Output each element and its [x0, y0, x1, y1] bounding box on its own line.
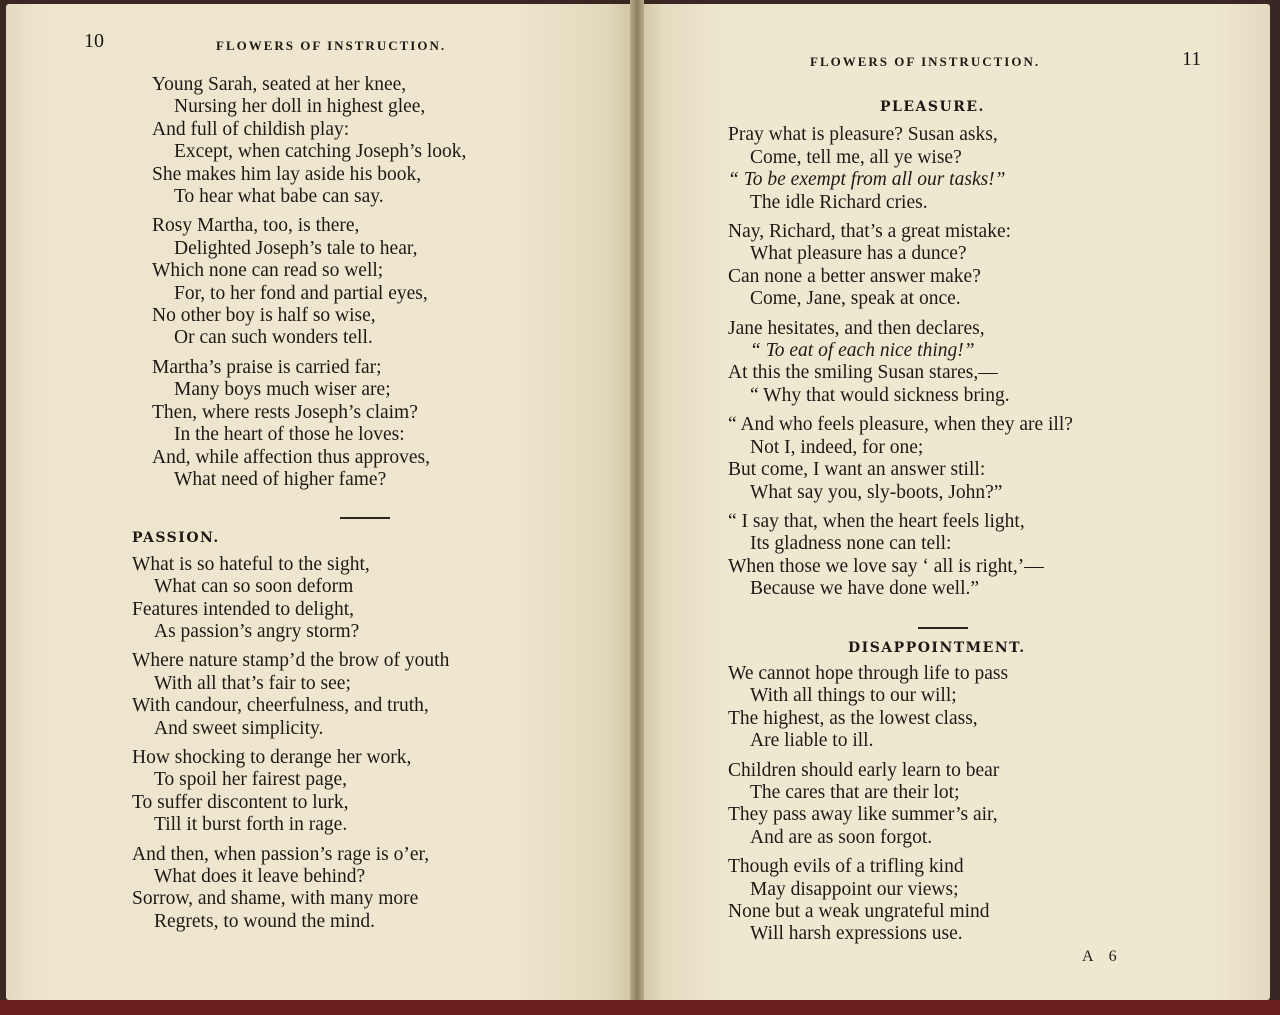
- gutter: [630, 0, 644, 1015]
- verse-line: What is so hateful to the sight,: [132, 553, 370, 575]
- verse-line: Will harsh expressions use.: [750, 923, 963, 945]
- verse-line: With candour, cheerfulness, and truth,: [132, 695, 429, 717]
- verse-line: With all things to our will;: [750, 685, 957, 707]
- poem-passion: [132, 554, 466, 934]
- verse-line: She makes him lay aside his book,: [152, 163, 422, 185]
- verse-line: To spoil her fairest page,: [154, 769, 348, 791]
- right-page: [638, 4, 1270, 1000]
- verse-line: Regrets, to wound the mind.: [154, 910, 375, 932]
- binding-edge: [0, 1000, 1280, 1015]
- verse-line: Where nature stamp’d the brow of youth: [132, 650, 450, 672]
- verse-line: Come, tell me, all ye wise?: [750, 146, 962, 168]
- verse-line: None but a weak ungrateful mind: [728, 901, 990, 922]
- verse-line: Many boys much wiser are;: [174, 379, 391, 401]
- section-title-passion: PASSION.: [132, 530, 220, 547]
- verse-line: When those we love say ‘ all is right,’—: [728, 555, 1044, 577]
- verse-line: “ And who feels pleasure, when they are ill?: [728, 414, 1073, 436]
- verse-line: And full of childish play:: [152, 118, 350, 140]
- verse-line: Young Sarah, seated at her knee,: [152, 74, 407, 95]
- running-head: FLOWERS OF INSTRUCTION.: [810, 54, 1041, 69]
- verse-line: Come, Jane, speak at once.: [750, 288, 961, 310]
- verse-line: What can so soon deform: [154, 576, 354, 598]
- page-number: 11: [1182, 48, 1202, 70]
- verse-line: Not I, indeed, for one;: [750, 436, 924, 458]
- verse-line: And are as soon forgot.: [750, 826, 933, 848]
- verse-line: Nay, Richard, that’s a great mistake:: [728, 221, 1012, 243]
- left-text-block: [132, 74, 467, 933]
- verse-line: Children should early learn to bear: [728, 759, 1000, 781]
- verse-line: At this the smiling Susan stares,—: [728, 362, 998, 384]
- verse-line: To hear what babe can say.: [174, 186, 384, 208]
- verse-line: “ I say that, when the heart feels light,: [728, 510, 1025, 532]
- section-rule: [340, 517, 390, 519]
- verse-line: But come, I want an answer still:: [728, 459, 986, 481]
- verse-line: Sorrow, and shame, with many more: [132, 888, 419, 910]
- verse-line: What say you, sly-boots, John?”: [750, 481, 1003, 503]
- verse-line: For, to her fond and partial eyes,: [174, 282, 428, 304]
- verse-line: “ To be exempt from all our tasks!”: [728, 169, 1006, 191]
- verse-line: And sweet simplicity.: [154, 717, 324, 739]
- verse-line: Nursing her doll in highest glee,: [174, 96, 426, 118]
- section-rule: [918, 627, 968, 629]
- verse-line: “ To eat of each nice thing!”: [750, 340, 975, 362]
- verse-line: What pleasure has a dunce?: [750, 243, 967, 265]
- verse-line: Which none can read so well;: [152, 260, 384, 282]
- verse-line: In the heart of those he loves:: [174, 424, 405, 446]
- verse-line: Delighted Joseph’s tale to hear,: [174, 237, 418, 259]
- page-number: 10: [84, 30, 104, 52]
- section-title-disappointment: DISAPPOINTMENT.: [848, 639, 1026, 656]
- verse-line: The highest, as the lowest class,: [728, 707, 978, 729]
- verse-line: What need of higher fame?: [174, 468, 387, 490]
- left-page: [6, 4, 636, 1000]
- verse-line: What does it leave behind?: [154, 866, 366, 887]
- verse-line: Though evils of a trifling kind: [728, 856, 964, 878]
- verse-line: The cares that are their lot;: [750, 781, 960, 803]
- verse-line: And then, when passion’s rage is o’er,: [132, 843, 430, 865]
- verse-line: Can none a better answer make?: [728, 265, 981, 287]
- signature-mark: A 6: [1082, 948, 1123, 965]
- section-title-pleasure: PLEASURE.: [880, 99, 985, 115]
- verse-line: Are liable to ill.: [750, 730, 874, 752]
- verse-line: How shocking to derange her work,: [132, 746, 412, 768]
- verse-line: Till it burst forth in rage.: [154, 814, 348, 836]
- verse-line: May disappoint our views;: [750, 878, 959, 900]
- running-head: FLOWERS OF INSTRUCTION.: [216, 38, 447, 53]
- verse-line: They pass away like summer’s air,: [728, 804, 998, 826]
- right-text-block: [728, 96, 1073, 946]
- verse-line: Except, when catching Joseph’s look,: [174, 141, 467, 163]
- verse-line: Or can such wonders tell.: [174, 327, 373, 349]
- verse-line: No other boy is half so wise,: [152, 305, 376, 327]
- verse-line: Rosy Martha, too, is there,: [152, 215, 360, 237]
- verse-line: As passion’s angry storm?: [154, 620, 360, 642]
- verse-line: Its gladness none can tell:: [750, 533, 952, 555]
- verse-line: We cannot hope through life to pass: [728, 662, 1009, 684]
- verse-line: To suffer discontent to lurk,: [132, 791, 349, 813]
- verse-line: Then, where rests Joseph’s claim?: [152, 401, 418, 423]
- verse-line: Martha’s praise is carried far;: [152, 356, 382, 378]
- verse-line: The idle Richard cries.: [750, 191, 928, 213]
- verse-line: Because we have done well.”: [750, 578, 980, 600]
- verse-line: “ Why that would sickness bring.: [750, 384, 1010, 406]
- verse-line: And, while affection thus approves,: [152, 446, 430, 468]
- verse-line: Features intended to delight,: [132, 598, 355, 620]
- verse-line: With all that’s fair to see;: [154, 672, 351, 694]
- verse-line: Pray what is pleasure? Susan asks,: [728, 124, 998, 146]
- verse-line: Jane hesitates, and then declares,: [728, 317, 985, 339]
